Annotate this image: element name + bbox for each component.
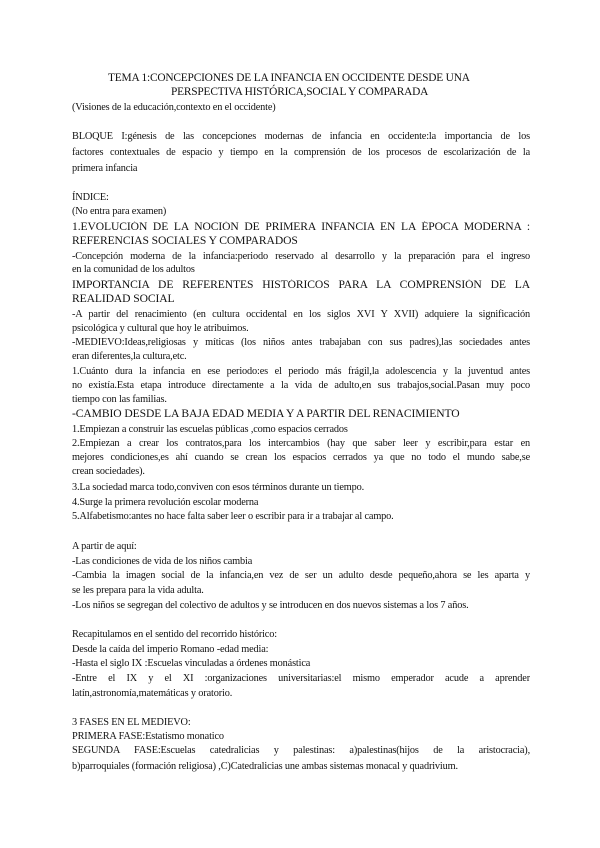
section-1-heading-line-2: REFERENCIAS SOCIALES Y COMPARADOS xyxy=(72,234,298,247)
apartir-line-2: -Cambia la imagen social de la infancia,en vez de ser un adulto desde pequeño,ahora se les aparta y xyxy=(72,570,530,581)
para-2-line-6: no existía.Esta etapa introduce directamente a la vida de adulto,en sus trabajos,social.Pasan muy poco xyxy=(72,380,530,391)
recap-line-4: latín,astronomía,matemáticas y oratorio. xyxy=(72,688,233,699)
list-1-item-2-line-3: crean sociedades). xyxy=(72,466,145,477)
subtitle: (Visiones de la educación,contexto en el occidente) xyxy=(72,102,276,113)
list-1-item-4: 4.Surge la primera revolución escolar moderna xyxy=(72,497,259,508)
recap-line-3: -Entre el IX y el XI :organizaciones universitarias:el mismo emperador acude a aprender xyxy=(72,673,530,684)
title-line-1: TEMA 1:CONCEPCIONES DE LA INFANCIA EN OCCIDENTE DESDE UNA xyxy=(108,72,470,84)
apartir-line-3: se les prepara para la vida adulta. xyxy=(72,585,204,596)
list-1-item-3: 3.La sociedad marca todo,conviven con esos términos durante un tiempo. xyxy=(72,482,365,493)
list-1-item-1: 1.Empiezan a construir las escuelas públicas ,como espacios cerrados xyxy=(72,424,348,435)
indice-heading: ÍNDICE: xyxy=(72,192,109,203)
fases-line-3: b)parroquiales (formación religiosa) ,C)Catedralicias une ambas sistemas monacal y quadrivium. xyxy=(72,761,458,772)
bloque-line-2: factores contextuales de espacio y tiempo en la comprensión de los procesos de escolarización de la xyxy=(72,147,530,158)
bloque-line-1: BLOQUE I:génesis de las concepciones modernas de infancia en occidente:la importancia de los xyxy=(72,131,530,142)
apartir-line-4: -Los niños se segregan del colectivo de adultos y se introducen en dos nuevos sistemas a los 7 años. xyxy=(72,600,469,611)
para-1-line-1: -Concepción moderna de la infancia:periodo reservado al desarrollo y la preparación para el ingreso xyxy=(72,251,530,262)
recap-line-2: -Hasta el siglo IX :Escuelas vinculadas a órdenes monástica xyxy=(72,658,311,669)
section-2-heading-line-1: IMPORTANCIA DE REFERENTES HISTÓRICOS PARA LA COMPRENSIÓN DE LA xyxy=(72,279,530,291)
para-1-line-2: en la comunidad de los adultos xyxy=(72,264,195,275)
section-2-heading-line-2: REALIDAD SOCIAL xyxy=(72,292,175,305)
bloque-line-3: primera infancia xyxy=(72,163,138,174)
list-1-item-5: 5.Alfabetismo:antes no hace falta saber leer o escribir para ir a trabajar al campo. xyxy=(72,511,394,522)
section-3-heading: -CAMBIO DESDE LA BAJA EDAD MEDIA Y A PARTIR DEL RENACIMIENTO xyxy=(72,407,460,420)
indice-note: (No entra para examen) xyxy=(72,206,167,217)
para-2-line-7: tiempo con las familias. xyxy=(72,394,167,405)
fases-line-1: PRIMERA FASE:Estatismo monatico xyxy=(72,731,224,742)
list-1-item-2-line-2: mejores condiciones,es ahí cuando se crean los espacios cerrados ya que no todo el mundo sabe,se xyxy=(72,452,530,463)
list-1-item-2-line-1: 2.Empiezan a crear los contratos,para los intercambios (hay que saber leer y escribir,para estar en xyxy=(72,438,530,449)
fases-heading: 3 FASES EN EL MEDIEVO: xyxy=(72,717,191,728)
apartir-line-1: -Las condiciones de vida de los niños cambia xyxy=(72,556,253,567)
apartir-heading: A partir de aquí: xyxy=(72,541,137,552)
fases-line-2: SEGUNDA FASE:Escuelas catedralicias y palestinas: a)palestinas(hijos de la aristocracia), xyxy=(72,745,530,756)
para-2-line-1: -A partir del renacimiento (en cultura occidental en los siglos XVI Y XVII) adquiere la significación xyxy=(72,309,530,320)
para-2-line-4: eran diferentes,la cultura,etc. xyxy=(72,351,187,362)
recap-heading: Recapitulamos en el sentido del recorrido histórico: xyxy=(72,629,277,640)
recap-line-1: Desde la caída del imperio Romano -edad media: xyxy=(72,644,269,655)
para-2-line-3: -MEDIEVO:Ideas,religiosas y míticas (los niños antes trabajaban con sus padres),las sociedades antes xyxy=(72,337,530,348)
para-2-line-5: 1.Cuánto dura la infancia en ese periodo:es el periodo más frágil,la adolescencia y la juventud antes xyxy=(72,366,530,377)
title-line-2: PERSPECTIVA HISTÓRICA,SOCIAL Y COMPARADA xyxy=(171,86,429,98)
section-1-heading-line-1: 1.EVOLUCIÓN DE LA NOCIÓN DE PRIMERA INFANCIA EN LA ÉPOCA MODERNA : xyxy=(72,221,530,233)
para-2-line-2: psicológica y cultural que hoy le atribuimos. xyxy=(72,323,249,334)
